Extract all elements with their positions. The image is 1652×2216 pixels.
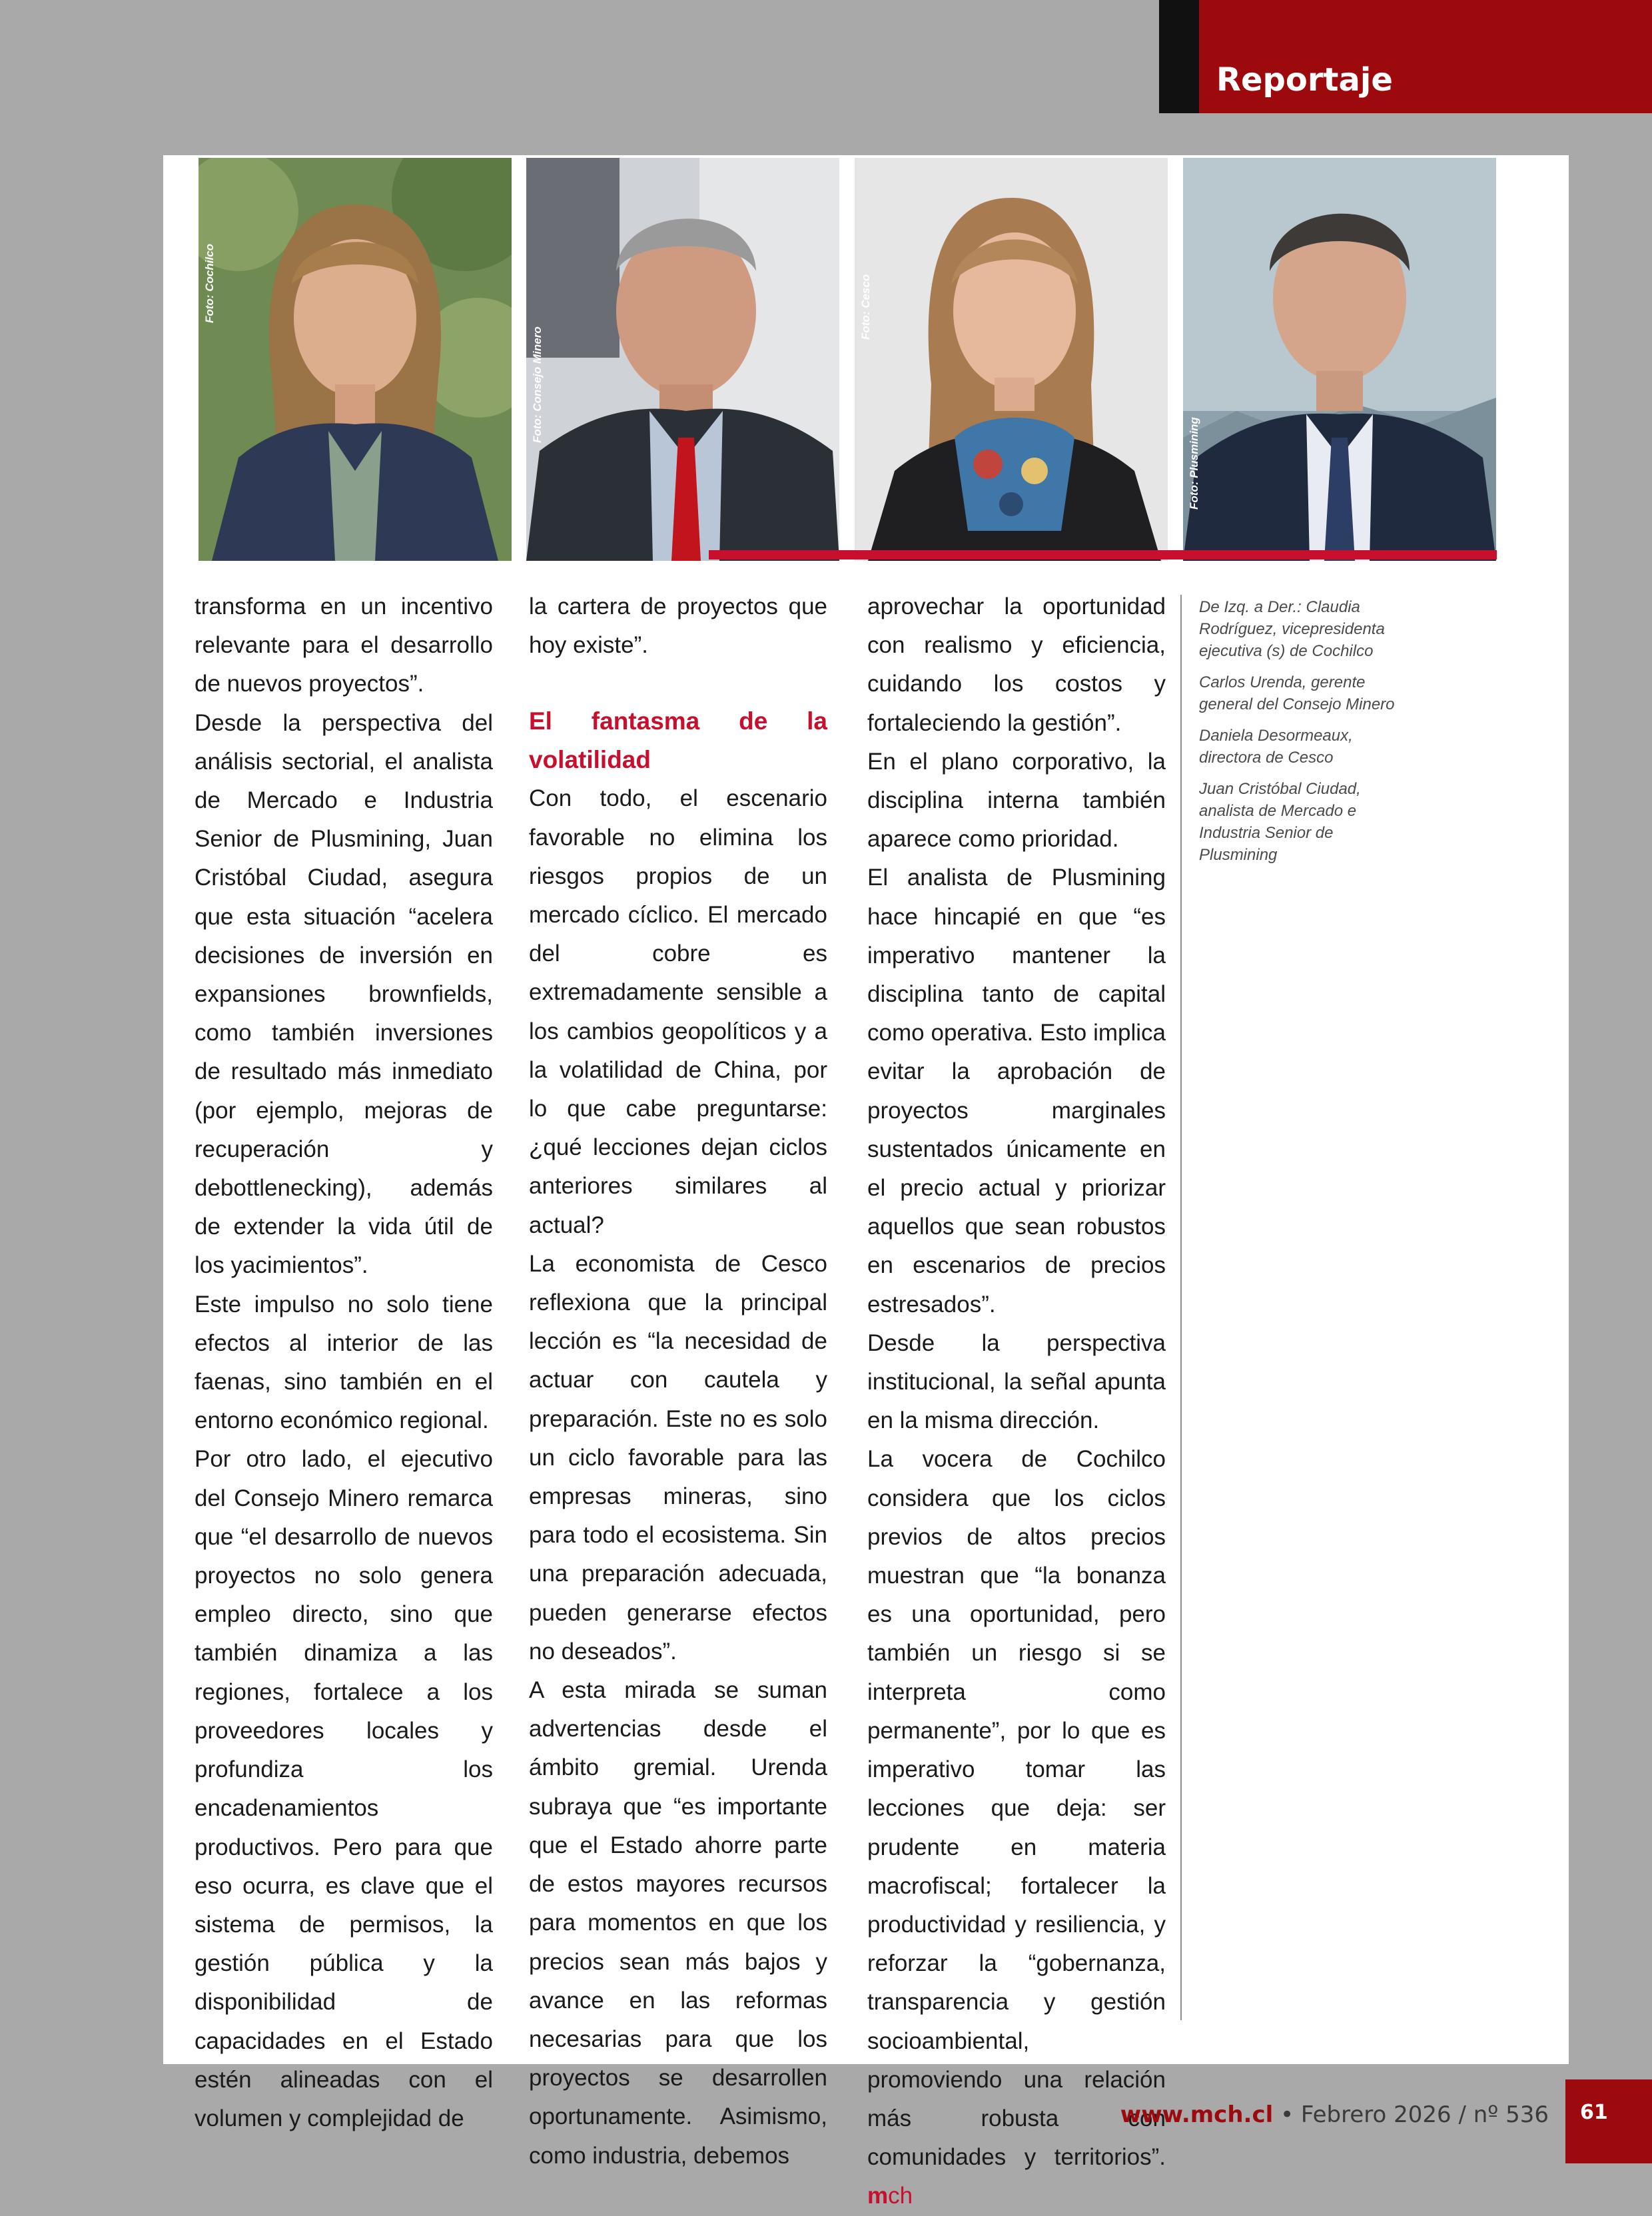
section-label: Reportaje xyxy=(1216,61,1393,99)
paragraph: Este impulso no solo tiene efectos al interior de las faenas, sino también en el entorno económico regional. xyxy=(195,1291,493,1434)
caption-divider xyxy=(1180,595,1182,2020)
paragraph: En el plano corporativo, la disciplina interna también aparece como prioridad. xyxy=(867,748,1166,853)
paragraph: Por otro lado, el ejecutivo del Consejo Minero remarca que “el desarrollo de nuevos proyectos no solo genera empleo directo, sino que también dinamiza a las regiones, fortalece a los proveedores locales y profundiza los encadenamientos productivos. Pero para que eso ocurra, es clave que el sistema de permisos, la gestión pública y la disponibilidad de capacidades en el Estado estén alineadas con el volumen y complejidad de xyxy=(195,1446,493,2131)
photo-credit: Foto: Plusmining xyxy=(1188,417,1200,510)
caption: Juan Cristóbal Ciudad, analista de Mercado e Industria Senior de Plusmining xyxy=(1199,780,1361,864)
end-mark-logo: mch xyxy=(867,2183,913,2209)
paragraph: La economista de Cesco reflexiona que la principal lección es “la necesidad de actuar con cautela y preparación. Este no es solo un ciclo favorable para las empresas mineras, sino para todo el ecosistema. Sin una preparación adecuada, pueden generarse efectos no deseados”. xyxy=(529,1250,827,1664)
caption: Carlos Urenda, gerente general del Consejo Minero xyxy=(1199,673,1395,713)
caption: Daniela Desormeaux, directora de Cesco xyxy=(1199,727,1353,767)
photo-credit: Foto: Cochilco xyxy=(203,244,216,323)
photo-claudia-rodriguez xyxy=(199,158,512,561)
issue-info: • Febrero 2026 / nº 536 xyxy=(1273,2101,1549,2128)
photo-captions xyxy=(1199,596,1399,875)
page-number: 61 xyxy=(1580,2101,1608,2124)
article-column-2 xyxy=(529,587,827,2175)
page-number-box xyxy=(1565,2079,1652,2163)
paragraph-text: La vocera de Cochilco considera que los ciclos previos de altos precios muestran que “la bonanza es una oportunidad, pero también un riesgo si se interpreta como permanente”, por lo que es imperativo tomar las lecciones que deja: ser prudente en materia macrofiscal; fortalecer la productividad y resiliencia, y reforzar la “gobernanza, transparencia y gestión socioambiental, promoviendo una relación más robusta con comunidades y territorios”. xyxy=(867,1446,1166,2171)
paragraph-last xyxy=(867,1440,1166,2215)
photo-juan-cristobal-ciudad xyxy=(1183,158,1496,561)
photo-credit: Foto: Cesco xyxy=(859,274,872,340)
paragraph: A esta mirada se suman advertencias desde el ámbito gremial. Urenda subraya que “es importante que el Estado ahorre parte de estos mayores recursos para momentos en que los precios sean más bajos y avance en las reformas necesarias para que los proyectos se desarrollen oportunamente. Asimismo, como industria, debemos xyxy=(529,1677,827,2169)
paragraph: la cartera de proyectos que hoy existe”. xyxy=(529,593,827,659)
paragraph: El analista de Plusmining hace hincapié en que “es imperativo mantener la disciplina tanto de capital como operativa. Esto implica evitar la aprobación de proyectos marginales sustentados únicamente en el precio actual y priorizar aquellos que sean robustos en escenarios de precios estresados”. xyxy=(867,865,1166,1317)
photo-red-rule xyxy=(709,550,1497,559)
paragraph: Desde la perspectiva institucional, la señal apunta en la misma dirección. xyxy=(867,1329,1166,1434)
photo-daniela-desormeaux xyxy=(855,158,1168,561)
article-column-3 xyxy=(867,587,1166,2216)
section-heading: El fantasma de la volatilidad xyxy=(529,707,827,774)
website-link[interactable]: www.mch.cl xyxy=(1120,2101,1274,2128)
photo-carlos-urenda xyxy=(526,158,839,561)
paragraph: transforma en un incentivo relevante para el desarrollo de nuevos proyectos”. xyxy=(195,593,493,697)
header-black-block xyxy=(1159,0,1199,113)
caption: De Izq. a Der.: Claudia Rodríguez, vicepresidenta ejecutiva (s) de Cochilco xyxy=(1199,598,1385,660)
photo-credit: Foto: Consejo Minero xyxy=(531,326,544,443)
paragraph: Con todo, el escenario favorable no elimina los riesgos propios de un mercado cíclico. El mercado del cobre es extremadamente sensible a los cambios geopolíticos y a la volatilidad de China, por lo que cabe preguntarse: ¿qué lecciones dejan ciclos anteriores similares al actual? xyxy=(529,785,827,1238)
footer xyxy=(1120,2101,1549,2128)
article-column-1 xyxy=(195,587,493,2138)
paragraph: Desde la perspectiva del análisis sectorial, el analista de Mercado e Industria Senior de Plusmining, Juan Cristóbal Ciudad, asegura que esta situación “acelera decisiones de inversión en expansiones brownfields, como también inversiones de resultado más inmediato (por ejemplo, mejoras de recuperación y debottlenecking), además de extender la vida útil de los yacimientos”. xyxy=(195,709,493,1279)
paragraph: aprovechar la oportunidad con realismo y eficiencia, cuidando los costos y fortaleciendo la gestión”. xyxy=(867,593,1166,736)
section-tab xyxy=(1199,0,1652,113)
